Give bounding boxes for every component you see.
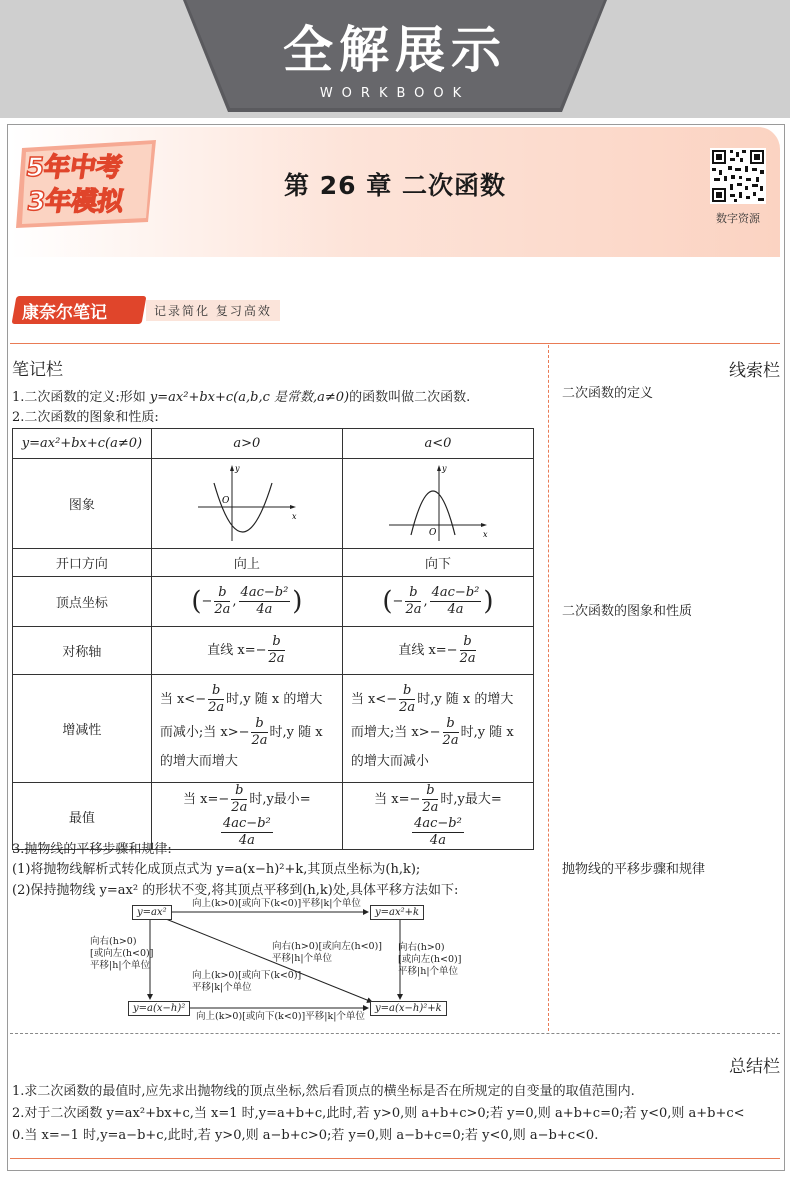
chapter-title: 第 26 章 二次函数 [284,171,506,200]
clues-heading: 线索栏 [729,361,780,381]
label-diag-2: 向上(k>0)[或向下(k<0)] 平移|k|个单位 [192,970,302,993]
svg-text:y: y [234,463,240,473]
label-diag-1: 向右(h>0)[或向左(h<0)] 平移|h|个单位 [272,941,382,964]
summary-heading: 总结栏 [729,1057,780,1077]
summary-divider [10,1033,780,1034]
note-item3-1: (1)将抛物线解析式转化成顶点式为 y=a(x−h)²+k,其顶点坐标为(h,k); [12,862,421,877]
extremum-pos: 当 x=− $\frac{b}{2a}$ 时,y最小= $\frac{\text{4ac−b²}}{4a}$ [151,783,342,850]
table-header-neg: a<0 [424,436,452,451]
svg-text:x: x [482,529,488,539]
row-label-axis: 对称轴 [13,627,152,675]
notes-tag-subtitle: 记录简化 复习高效 [146,300,280,321]
opening-down: 向下 [342,549,533,577]
opening-up: 向上 [151,549,342,577]
note-item3-2: (2)保持抛物线 y=ax² 的形状不变,将其顶点平移到(h,k)处,具体平移方法如下: [12,883,459,898]
monotonic-neg: 当 x<− $\frac{b}{2a}$ 时,y 随 x 的增大而增大;当 x>− $\frac{b}{2a}$ 时,y 随 x 的增大而减小 [342,675,533,783]
label-top: 向上(k>0)[或向下(k<0)]平移|k|个单位 [192,898,361,909]
axis-pos: 直线 x=− $\frac{b}{2a}$ [151,627,342,675]
vertex-neg: (− $\frac{b}{2a}$ , $\frac{\text{4ac−b²}}{4a}$ ) [342,577,533,627]
svg-text:O: O [221,495,230,506]
row-label-vertex: 顶点坐标 [13,577,152,627]
row-label-graph: 图象 [13,459,152,549]
notes-tag-title: 康奈尔笔记 [22,303,107,323]
row-label-monotonic: 增减性 [13,675,152,783]
monotonic-pos: 当 x<− $\frac{b}{2a}$ 时,y 随 x 的增大而减小;当 x>− $\frac{b}{2a}$ 时,y 随 x 的增大而增大 [151,675,342,783]
box-shift-hk: y=a(x−h)²+k [370,1001,447,1016]
summary-line1: 1.求二次函数的最值时,应先求出抛物线的顶点坐标,然后看顶点的横坐标是否在所规定的自变量的取值范围内. [12,1084,635,1099]
table-header-pos: a>0 [233,436,261,451]
banner-subtitle: WORKBOOK [319,86,471,101]
svg-text:x: x [291,511,297,521]
label-bottom: 向上(k>0)[或向下(k<0)]平移|k|个单位 [196,1011,365,1022]
summary-line3: 0.当 x=−1 时,y=a−b+c,此时,若 y>0,则 a−b+c>0;若 y=0,则 a−b+c=0;若 y<0,则 a−b+c<0. [12,1128,599,1143]
clue-2: 二次函数的图象和性质 [562,604,693,619]
box-shift-h: y=a(x−h)² [128,1001,190,1016]
banner-title: 全解展示 [283,21,507,79]
table-header-func: y=ax²+bx+c(a≠0) [21,436,143,451]
notes-heading: 笔记栏 [12,360,63,380]
note-item3: 3.抛物线的平移步骤和规律: [12,842,172,857]
svg-text:O: O [428,527,437,538]
qr-label: 数字资源 [716,212,760,225]
axis-neg: 直线 x=− $\frac{b}{2a}$ [342,627,533,675]
logo-line1: 5年中考 [23,153,125,183]
svg-text:y: y [441,463,447,473]
clue-3: 抛物线的平移步骤和规律 [562,862,706,877]
label-left: 向右(h>0) [或向左(h<0)] 平移|h|个单位 [90,936,154,971]
clue-1: 二次函数的定义 [562,386,654,401]
box-base: y=ax² [132,905,172,920]
row-label-opening: 开口方向 [13,549,152,577]
row-label-extremum: 最值 [13,783,152,850]
logo-line2: 3年模拟 [25,187,126,217]
summary-line2: 2.对于二次函数 y=ax²+bx+c,当 x=1 时,y=a+b+c,此时,若 y>0,则 a+b+c>0;若 y=0,则 a+b+c=0;若 y<0,则 a+b+c< [12,1106,745,1121]
bottom-divider [10,1158,780,1159]
vertex-pos: (− $\frac{b}{2a}$ , $\frac{\text{4ac−b²}}{4a}$ ) [151,577,342,627]
note-item2: 2.二次函数的图象和性质: [12,410,159,425]
note-item1: 1.二次函数的定义:形如 y=ax²+bx+c(a,b,c 是常数,a≠0)的函数叫做二次函数. [12,390,471,405]
label-right: 向右(h>0) [或向左(h<0)] 平移|h|个单位 [398,942,462,977]
box-shift-k: y=ax²+k [370,905,424,920]
extremum-neg: 当 x=− $\frac{b}{2a}$ 时,y最大= $\frac{\text{4ac−b²}}{4a}$ [342,783,533,850]
